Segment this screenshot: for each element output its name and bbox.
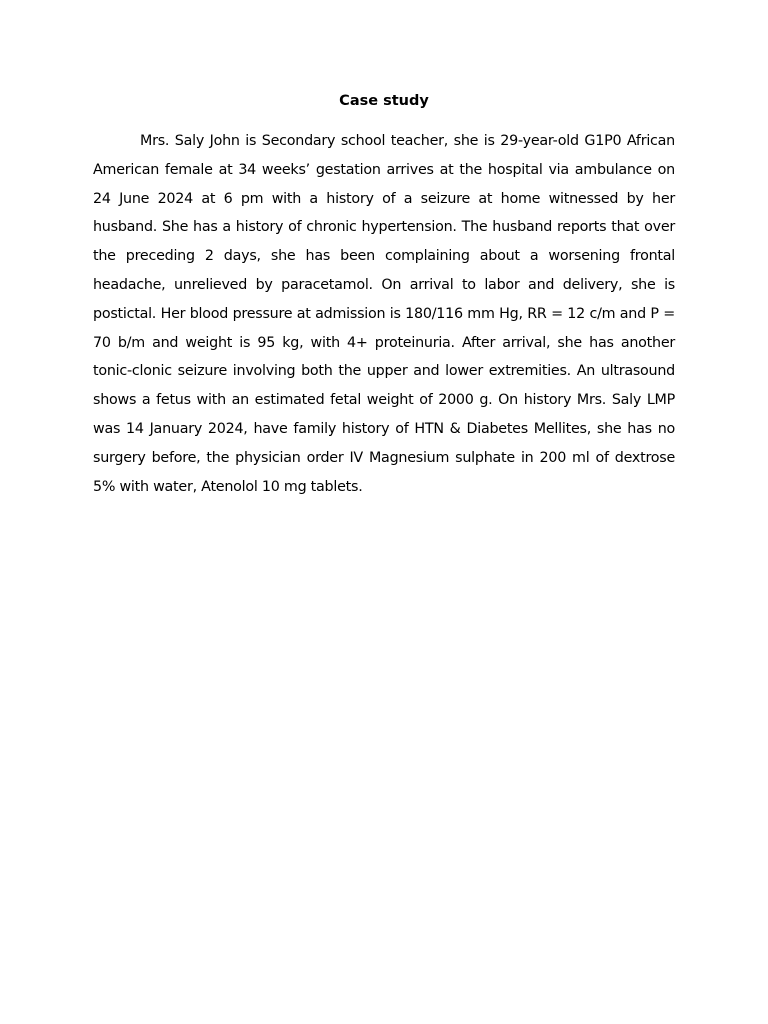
document-title: Case study — [339, 93, 429, 109]
case-study-paragraph: Mrs. Saly John is Secondary school teacher, she is 29-year-old G1P0 African American female at 34 weeks’ gestation arrives at the hospital via ambulance on 24 June 2024 at 6 pm with a history of a seizure at home witnessed by her husband. She has a history of chronic hypertension. The husband reports that over the preceding 2 days, she has been complaining about a worsening frontal headache, unrelieved by paracetamol. On arrival to labor and delivery, she is postictal. Her blood pressure at admission is 180/116 mm Hg, RR = 12 c/m and P = 70 b/m and weight is 95 kg, with 4+ proteinuria. After arrival, she has another tonic-clonic seizure involving both the upper and lower extremities. An ultrasound shows a fetus with an estimated fetal weight of 2000 g. On history Mrs. Saly LMP was 14 January 2024, have family history of HTN & Diabetes Mellites, she has no surgery before, the physician order IV Magnesium sulphate in 200 ml of dextrose 5% with water, Atenolol 10 mg tablets. — [93, 133, 675, 495]
